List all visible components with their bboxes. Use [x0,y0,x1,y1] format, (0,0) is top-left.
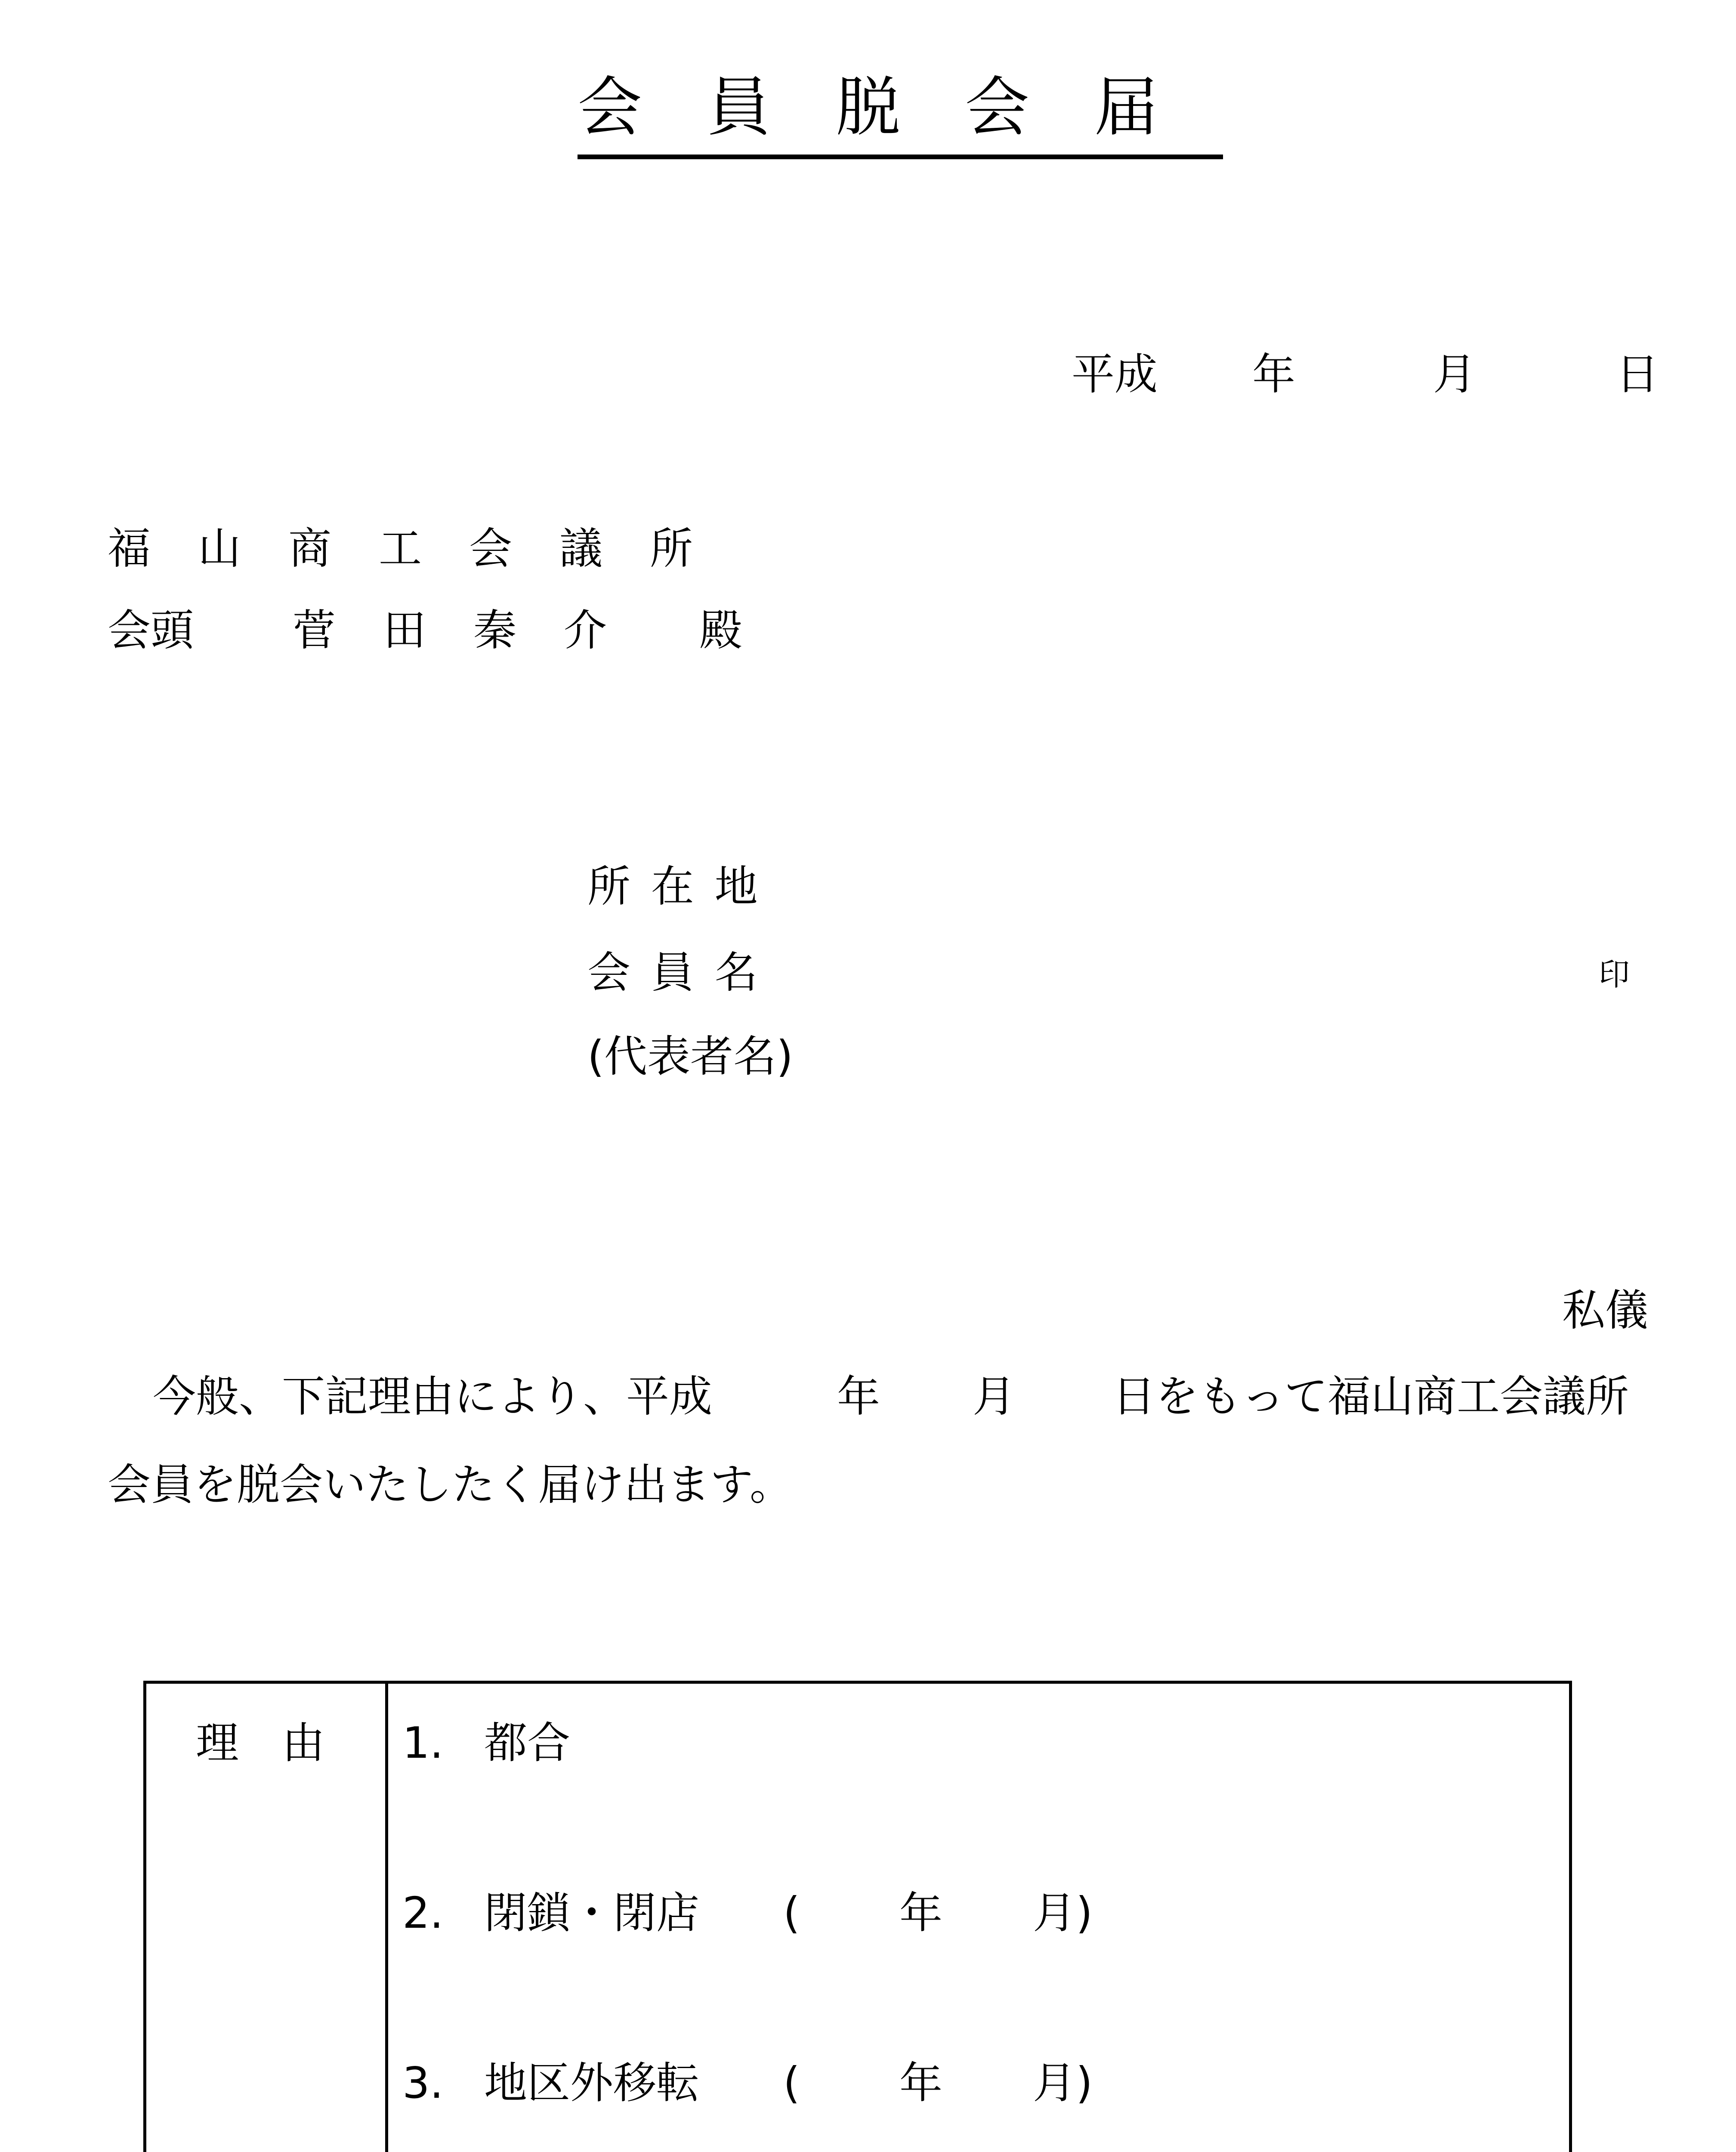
member-name-label: 会 員 名 [587,947,761,998]
recipient-org-char: 議 [559,523,602,574]
address-label: 所 在 地 [587,861,761,912]
reason-2-year: 年 [899,1888,942,1938]
page-title-text: 会員脱会届 [578,70,1223,159]
recipient-honorific: 殿 [699,605,742,655]
reason-1-num: 1. [402,1718,444,1768]
recipient-name [293,605,654,655]
date-day: 日 [1616,349,1659,399]
reason-2-paren: ( [783,1888,800,1938]
statement-line1-month: 月 [973,1371,1016,1422]
recipient-name-char: 田 [383,605,426,655]
reason-3-month: 月) [1033,2058,1093,2108]
reason-2-num: 2. [402,1888,444,1938]
recipient-org-char: 所 [650,523,693,574]
recipient-org [108,523,740,574]
seal-mark: 印 [1599,956,1630,993]
reason-2-text: 閉鎖・閉店 [484,1888,699,1938]
recipient-org-char: 福 [108,523,151,574]
reason-2-month: 月) [1033,1888,1093,1938]
statement-line1-a: 今般、下記理由により、平成 [153,1371,712,1422]
table-divider [385,1684,388,2152]
date-era: 平成 [1072,349,1158,399]
statement-line1-b: 日をもって福山商工会議所 [1112,1371,1629,1422]
reason-1-text: 都合 [484,1718,570,1768]
reason-3-year: 年 [899,2058,942,2108]
page-title [0,70,1736,145]
representative-label: (代表者名) [587,1031,794,1082]
recipient-org-char: 商 [288,523,331,574]
reason-3-num: 3. [402,2058,444,2108]
statement-self: 私儀 [1562,1285,1648,1336]
reasons-table [143,1681,1572,2152]
statement-line2: 会員を脱会いたしたく届け出ます。 [108,1459,793,1510]
recipient-name-char: 介 [564,605,607,655]
recipient-name-char: 秦 [473,605,516,655]
statement-line1-year: 年 [837,1371,880,1422]
date-month: 月 [1433,349,1476,399]
recipient-title: 会頭 [108,605,194,655]
recipient-name-char: 菅 [293,605,336,655]
reason-3-text: 地区外移転 [484,2058,699,2108]
recipient-org-char: 工 [379,523,422,574]
recipient-org-char: 山 [198,523,241,574]
date-year: 年 [1252,349,1295,399]
reason-3-paren: ( [783,2058,800,2108]
recipient-org-char: 会 [469,523,512,574]
reasons-header: 理 由 [196,1718,325,1768]
